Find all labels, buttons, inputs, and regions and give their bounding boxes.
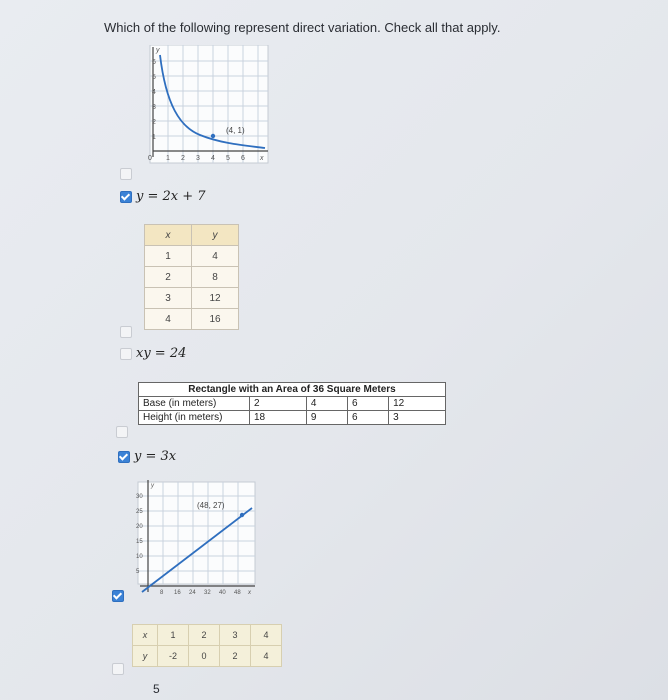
origin-label: 0 [148,155,152,162]
x-tick: 16 [174,590,181,596]
x-tick: 32 [204,590,211,596]
x-tick: 5 [226,155,230,162]
table-cell: 3 [220,625,251,646]
point-label: (4, 1) [226,126,245,135]
table-cell: 9 [306,411,347,425]
x-tick: 6 [241,155,245,162]
header-x: x [145,225,192,246]
table-cell: 6 [347,397,388,411]
x-tick: 24 [189,590,196,596]
table-cell: 4 [251,625,282,646]
x-tick: 2 [181,155,185,162]
inverse-graph [140,45,270,175]
y-tick: 10 [136,554,143,560]
table-cell: 1 [158,625,189,646]
row-table [132,624,282,667]
point-label: (48, 27) [197,501,225,510]
table-cell: 4 [145,309,192,330]
table-cell: 3 [145,288,192,309]
x-tick: 3 [196,155,200,162]
row-label-base: Base (in meters) [139,397,250,411]
table-cell: 0 [189,646,220,667]
rectangle-table [138,382,446,425]
x-axis-label: x [260,155,264,162]
y-tick: 5 [152,74,156,81]
point-marker [211,134,215,138]
y-tick: 5 [136,569,140,575]
table-cell: -2 [158,646,189,667]
checkbox-option-8[interactable] [112,663,124,675]
table-cell: 2 [220,646,251,667]
option-graph-linear [134,480,259,603]
table-cell: 4 [306,397,347,411]
x-tick: 48 [234,590,241,596]
table-cell: 2 [145,267,192,288]
table-cell: 6 [347,411,388,425]
table-cell: 12 [192,288,239,309]
checkbox-option-2[interactable] [120,191,132,203]
linear-graph [134,480,259,598]
y-tick: 20 [136,524,143,530]
xy-table [144,224,239,330]
y-axis-label: y [151,483,154,489]
option-graph-inverse [140,45,270,180]
table-cell: 2 [189,625,220,646]
option-table-row [132,624,282,667]
row-label-height: Height (in meters) [139,411,250,425]
x-axis-label: x [248,590,251,596]
y-tick: 6 [152,59,156,66]
header-y: y [192,225,239,246]
option-table-xy [144,224,239,330]
y-tick: 15 [136,539,143,545]
checkbox-option-1[interactable] [120,168,132,180]
table-cell: 3 [389,411,446,425]
point-marker [240,513,244,517]
y-tick: 30 [136,494,143,500]
header-y: y [133,646,158,667]
checkbox-option-7[interactable] [112,590,124,602]
table-cell: 16 [192,309,239,330]
y-tick: 1 [152,134,156,141]
table-cell: 12 [389,397,446,411]
table-cell: 4 [192,246,239,267]
x-tick: 40 [219,590,226,596]
y-tick: 3 [152,104,156,111]
x-tick: 4 [211,155,215,162]
table-cell: 18 [250,411,307,425]
y-tick: 2 [152,119,156,126]
table-cell: 1 [145,246,192,267]
x-tick: 8 [160,590,164,596]
y-axis-label: y [156,47,160,54]
option-label-2: y = 2x + 7 [136,189,206,204]
checkbox-option-5[interactable] [116,426,128,438]
x-tick: 1 [166,155,170,162]
question-text: Which of the following represent direct variation. Check all that apply. [104,20,501,35]
option-label-6: y = 3x [134,449,177,464]
checkbox-option-6[interactable] [118,451,130,463]
table-cell: 8 [192,267,239,288]
table-caption: Rectangle with an Area of 36 Square Meters [139,383,446,397]
y-tick: 25 [136,509,143,515]
checkbox-option-3[interactable] [120,326,132,338]
table-cell: 2 [250,397,307,411]
checkbox-option-4[interactable] [120,348,132,360]
header-x: x [133,625,158,646]
option-label-4: xy = 24 [136,346,187,361]
option-table-rectangle [138,382,446,425]
table-cell: 4 [251,646,282,667]
y-tick: 4 [152,89,156,96]
page-number: 5 [153,682,160,696]
